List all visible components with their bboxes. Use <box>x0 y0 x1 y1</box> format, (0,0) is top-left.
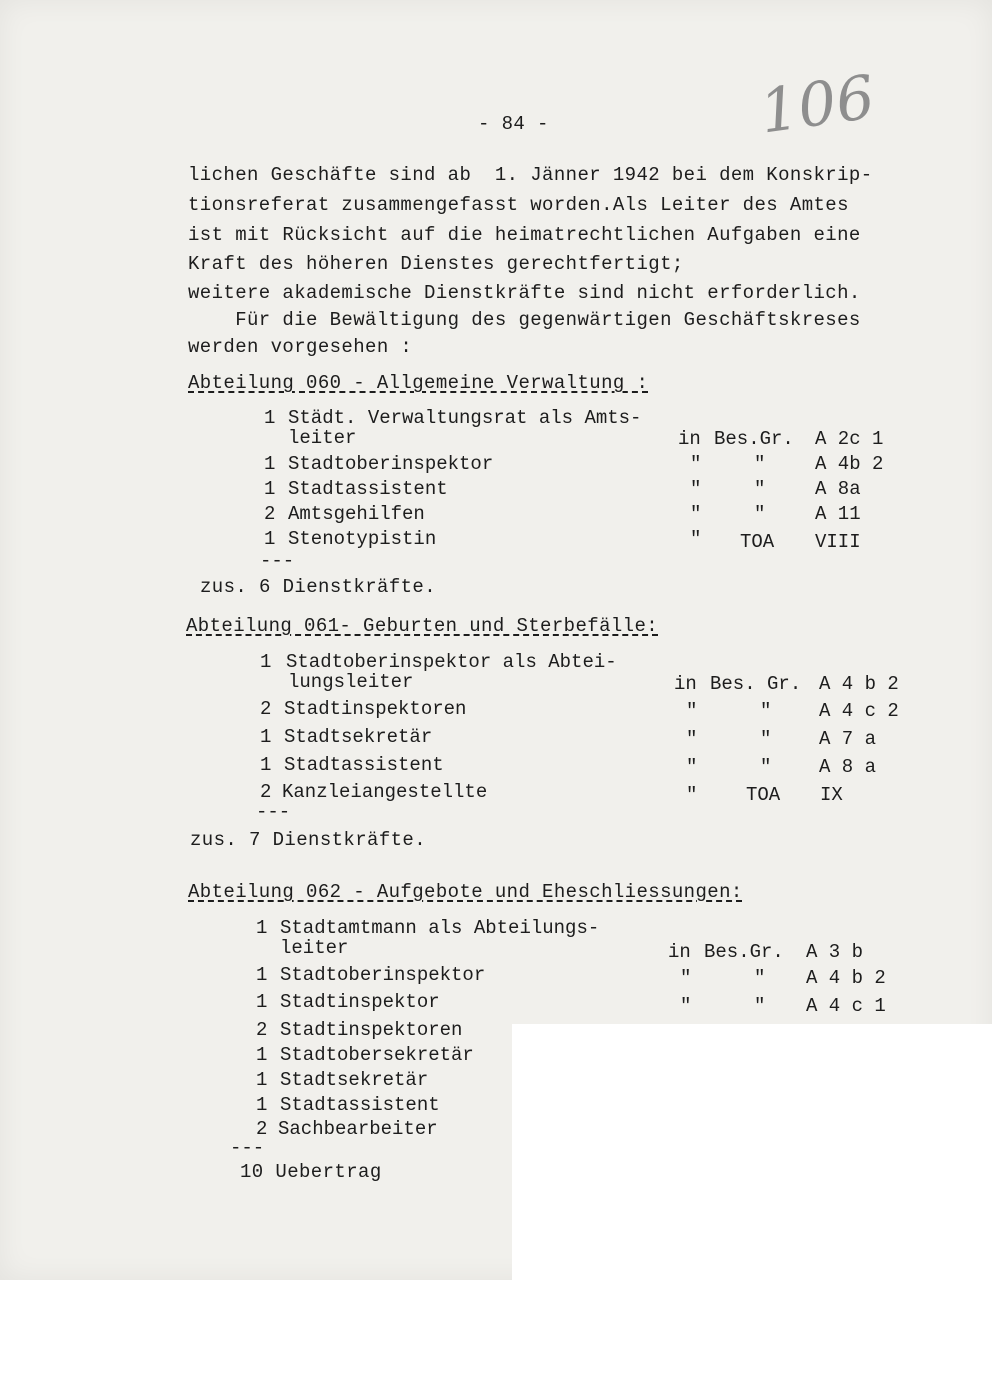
sum-divider: --- <box>260 550 295 572</box>
staff-ditto: " <box>760 728 772 750</box>
staff-besgr: Bes. Gr. <box>710 673 802 695</box>
staff-count: 2 <box>264 503 276 525</box>
page-stamp-number: 106 <box>755 62 879 148</box>
staff-grade: A 4 c 2 <box>819 700 899 722</box>
staff-count: 2 <box>256 1118 268 1140</box>
blank-area <box>512 1024 1000 1397</box>
section-heading: Abteilung 060 - Allgemeine Verwaltung : <box>188 372 649 394</box>
staff-grade: A 3 b <box>806 941 864 963</box>
staff-ditto: " <box>686 728 698 750</box>
staff-ditto: " <box>754 453 766 475</box>
staff-toa: TOA <box>746 784 781 806</box>
staff-besgr: Bes.Gr. <box>704 941 784 963</box>
staff-toa: TOA <box>740 531 775 553</box>
staff-title: Sachbearbeiter <box>278 1118 438 1140</box>
section-heading: Abteilung 061- Geburten und Sterbefälle: <box>186 615 659 637</box>
paragraph-line: tionsreferat zusammengefasst worden.Als Leiter des Amtes <box>188 194 849 216</box>
staff-count: 1 <box>264 528 276 550</box>
staff-title: Stadtinspektor <box>280 991 440 1013</box>
paragraph-line: werden vorgesehen : <box>188 336 413 358</box>
sum-divider: --- <box>256 801 291 823</box>
staff-ditto: " <box>760 756 772 778</box>
staff-title-cont: leiter <box>288 427 357 449</box>
staff-title: Stadtassistent <box>284 754 444 776</box>
staff-ditto: " <box>754 503 766 525</box>
staff-title: Stenotypistin <box>288 528 437 550</box>
staff-title: Kanzleiangestellte <box>282 781 488 803</box>
staff-ditto: " <box>680 967 692 989</box>
staff-count: 1 <box>264 453 276 475</box>
staff-in: in <box>668 941 691 963</box>
staff-count: 1 <box>256 917 268 939</box>
staff-grade: A 4 c 1 <box>806 995 886 1017</box>
staff-title: Amtsgehilfen <box>288 503 425 525</box>
staff-grade: A 8a <box>815 478 861 500</box>
staff-count: 1 <box>260 651 272 673</box>
staff-title: Stadtsekretär <box>280 1069 429 1091</box>
paragraph-line: Für die Bewältigung des gegenwärtigen Geschäftskreses <box>188 309 861 331</box>
staff-ditto: " <box>690 478 702 500</box>
staff-ditto: " <box>680 995 692 1017</box>
staff-count: 2 <box>260 781 272 803</box>
staff-title-cont: lungsleiter <box>288 671 414 693</box>
staff-title-cont: leiter <box>280 937 349 959</box>
staff-besgr: Bes.Gr. <box>714 428 794 450</box>
staff-title: Stadtassistent <box>288 478 448 500</box>
staff-title: Stadtoberinspektor als Abtei- <box>286 651 617 673</box>
staff-title: Städt. Verwaltungsrat als Amts- <box>288 407 642 429</box>
staff-count: 1 <box>256 1094 268 1116</box>
section-heading: Abteilung 062 - Aufgebote und Eheschliessungen: <box>188 881 743 903</box>
staff-ditto: " <box>690 503 702 525</box>
staff-grade: VIII <box>815 531 861 553</box>
staff-count: 1 <box>256 964 268 986</box>
staff-ditto: " <box>754 478 766 500</box>
staff-ditto: " <box>686 700 698 722</box>
staff-grade: IX <box>820 784 843 806</box>
staff-count: 1 <box>260 726 272 748</box>
staff-count: 1 <box>256 1044 268 1066</box>
staff-title: Stadtsekretär <box>284 726 433 748</box>
staff-ditto: " <box>760 700 772 722</box>
staff-grade: A 4 b 2 <box>806 967 886 989</box>
staff-title: Stadtamtmann als Abteilungs- <box>280 917 600 939</box>
staff-count: 2 <box>256 1019 268 1041</box>
staff-grade: A 2c 1 <box>815 428 884 450</box>
staff-count: 1 <box>256 1069 268 1091</box>
staff-ditto: " <box>686 756 698 778</box>
staff-title: Stadtinspektoren <box>280 1019 463 1041</box>
staff-grade: A 4 b 2 <box>819 673 899 695</box>
staff-ditto: " <box>690 453 702 475</box>
staff-ditto: " <box>690 528 702 550</box>
staff-count: 1 <box>264 478 276 500</box>
paragraph-line: lichen Geschäfte sind ab 1. Jänner 1942 bei dem Konskrip- <box>188 164 873 186</box>
staff-grade: A 4b 2 <box>815 453 884 475</box>
staff-title: Stadtoberinspektor <box>288 453 494 475</box>
staff-title: Stadtobersekretär <box>280 1044 474 1066</box>
staff-title: Stadtassistent <box>280 1094 440 1116</box>
page-number: - 84 - <box>478 113 549 135</box>
section-total: zus. 6 Dienstkräfte. <box>200 576 437 598</box>
staff-grade: A 11 <box>815 503 861 525</box>
staff-title: Stadtinspektoren <box>284 698 467 720</box>
paragraph-line: ist mit Rücksicht auf die heimatrechtlichen Aufgaben eine <box>188 224 861 246</box>
staff-in: in <box>674 673 697 695</box>
staff-ditto: " <box>754 995 766 1017</box>
staff-in: in <box>678 428 701 450</box>
staff-ditto: " <box>754 967 766 989</box>
staff-count: 1 <box>264 407 276 429</box>
sum-divider: --- <box>230 1137 265 1159</box>
staff-count: 1 <box>256 991 268 1013</box>
staff-title: Stadtoberinspektor <box>280 964 486 986</box>
staff-grade: A 7 a <box>819 728 877 750</box>
paragraph-line: Kraft des höheren Dienstes gerechtfertigt; <box>188 253 684 275</box>
staff-ditto: " <box>686 784 698 806</box>
section-total: zus. 7 Dienstkräfte. <box>190 829 427 851</box>
section-total: 10 Uebertrag <box>240 1161 382 1183</box>
staff-count: 2 <box>260 698 272 720</box>
paragraph-line: weitere akademische Dienstkräfte sind nicht erforderlich. <box>188 282 861 304</box>
staff-grade: A 8 a <box>819 756 877 778</box>
staff-count: 1 <box>260 754 272 776</box>
